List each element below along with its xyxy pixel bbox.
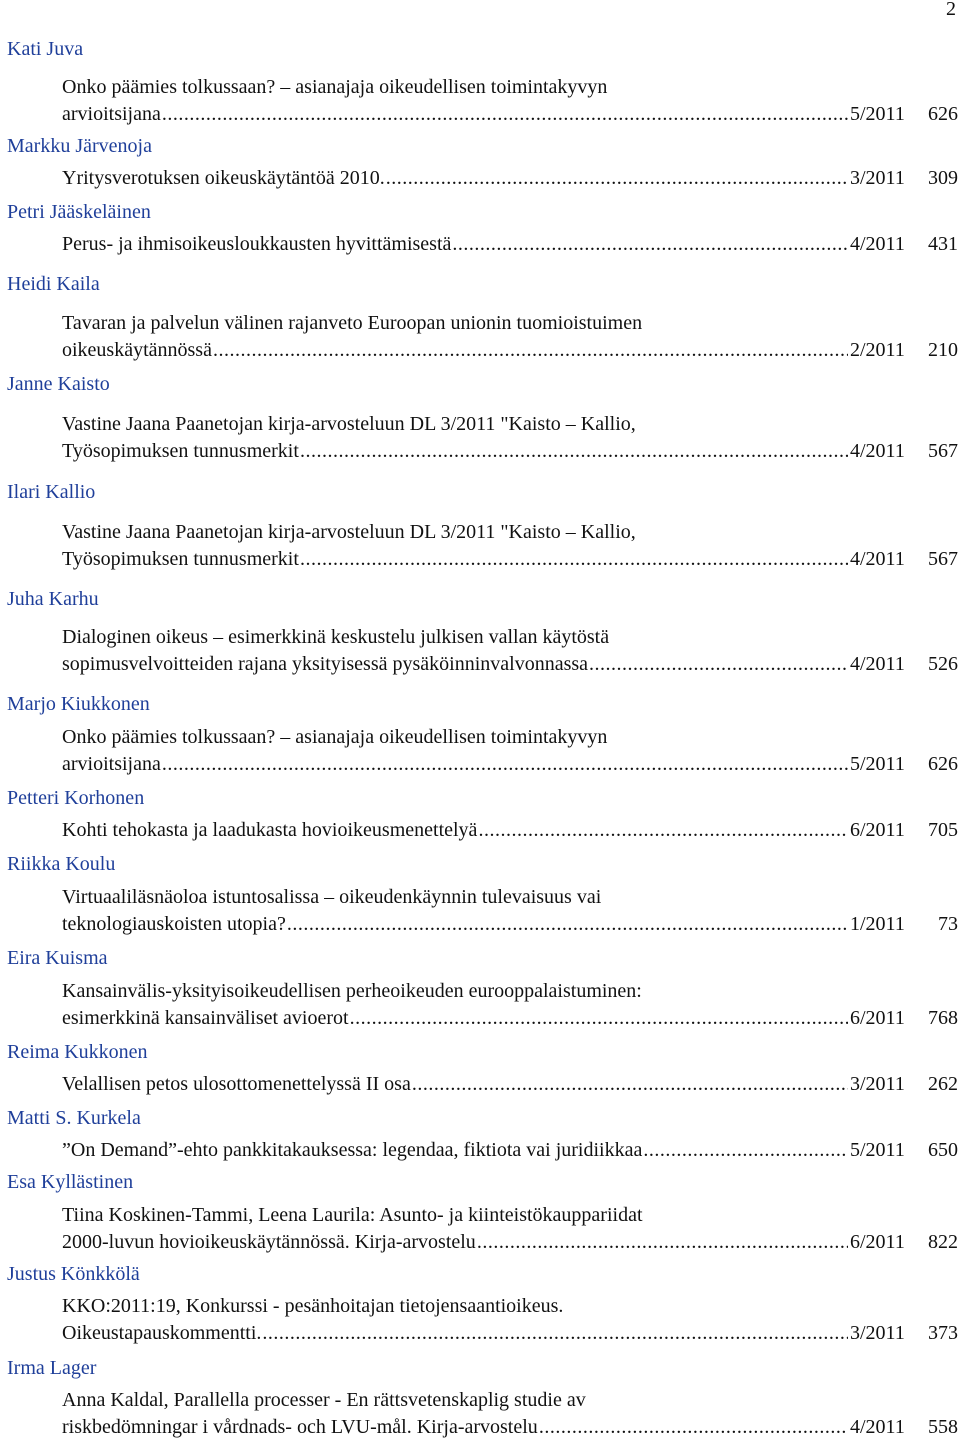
author-name: Marjo Kiukkonen bbox=[7, 693, 150, 715]
article-title-line: Anna Kaldal, Parallella processer - En rättsvetenskaplig studie av bbox=[62, 1389, 586, 1411]
dot-leader bbox=[300, 546, 848, 573]
article-citation-line bbox=[62, 101, 958, 128]
article-citation-line bbox=[62, 1414, 958, 1441]
issue-number: 4/2011 bbox=[850, 1416, 905, 1438]
article-title-end: Oikeustapauskommentti. bbox=[62, 1322, 262, 1344]
dot-leader bbox=[643, 1137, 848, 1164]
page-reference: 73 bbox=[938, 913, 958, 935]
issue-number: 1/2011 bbox=[850, 913, 905, 935]
article-entry bbox=[62, 978, 958, 1032]
article-title-end: Perus- ja ihmisoikeusloukkausten hyvittämisestä bbox=[62, 233, 452, 255]
page-reference: 822 bbox=[928, 1231, 958, 1253]
article-title-line: Virtuaaliläsnäoloa istuntosalissa – oikeudenkäynnin tulevaisuus vai bbox=[62, 886, 602, 908]
author-name: Ilari Kallio bbox=[7, 481, 96, 503]
article-entry bbox=[62, 624, 958, 678]
author-name: Petri Jääskeläinen bbox=[7, 201, 151, 223]
page-reference: 567 bbox=[928, 548, 958, 570]
article-title-end: Työsopimuksen tunnusmerkit bbox=[62, 548, 299, 570]
article-citation-line bbox=[62, 546, 958, 573]
dot-leader bbox=[350, 1005, 848, 1032]
issue-number: 6/2011 bbox=[850, 1007, 905, 1029]
article-title-end: sopimusvelvoitteiden rajana yksityisessä pysäköinninvalvonnassa bbox=[62, 653, 589, 675]
dot-leader bbox=[213, 337, 848, 364]
article-entry bbox=[62, 74, 958, 128]
dot-leader bbox=[386, 165, 848, 192]
page-reference: 431 bbox=[928, 233, 958, 255]
issue-number: 3/2011 bbox=[850, 1322, 905, 1344]
issue-number: 3/2011 bbox=[850, 167, 905, 189]
dot-leader bbox=[452, 231, 848, 258]
author-name: Eira Kuisma bbox=[7, 947, 108, 969]
article-title-end: esimerkkinä kansainväliset avioerot bbox=[62, 1007, 349, 1029]
author-name: Petteri Korhonen bbox=[7, 787, 145, 809]
article-title-line: Onko päämies tolkussaan? – asianajaja oikeudellisen toimintakyvyn bbox=[62, 726, 608, 748]
dot-leader bbox=[300, 438, 848, 465]
article-citation-line bbox=[62, 1071, 958, 1098]
article-title-end: 2000-luvun hovioikeuskäytännössä. Kirja-arvostelu bbox=[62, 1231, 476, 1253]
page-reference: 210 bbox=[928, 339, 958, 361]
issue-number: 4/2011 bbox=[850, 653, 905, 675]
author-name: Heidi Kaila bbox=[7, 273, 100, 295]
issue-number: 4/2011 bbox=[850, 233, 905, 255]
article-title-line: Tavaran ja palvelun välinen rajanveto Euroopan unionin tuomioistuimen bbox=[62, 312, 643, 334]
article-entry bbox=[62, 724, 958, 778]
article-entry bbox=[62, 231, 958, 258]
article-entry bbox=[62, 310, 958, 364]
article-title-line: Vastine Jaana Paanetojan kirja-arvosteluun DL 3/2011 "Kaisto – Kallio, bbox=[62, 521, 636, 543]
article-title-line: KKO:2011:19, Konkurssi - pesänhoitajan tietojensaantioikeus. bbox=[62, 1295, 564, 1317]
article-title-end: Työsopimuksen tunnusmerkit bbox=[62, 440, 299, 462]
issue-number: 6/2011 bbox=[850, 1231, 905, 1253]
author-name: Esa Kyllästinen bbox=[7, 1171, 134, 1193]
article-title-line: Dialoginen oikeus – esimerkkinä keskustelu julkisen vallan käytöstä bbox=[62, 626, 610, 648]
dot-leader bbox=[162, 101, 848, 128]
article-title-end: oikeuskäytännössä bbox=[62, 339, 212, 361]
page-reference: 558 bbox=[928, 1416, 958, 1438]
author-name: Markku Järvenoja bbox=[7, 135, 152, 157]
dot-leader bbox=[478, 817, 848, 844]
author-name: Riikka Koulu bbox=[7, 853, 116, 875]
author-name: Juha Karhu bbox=[7, 588, 99, 610]
dot-leader bbox=[287, 911, 848, 938]
page-reference: 526 bbox=[928, 653, 958, 675]
page-reference: 567 bbox=[928, 440, 958, 462]
article-title-line: Onko päämies tolkussaan? – asianajaja oikeudellisen toimintakyvyn bbox=[62, 76, 608, 98]
article-entry bbox=[62, 817, 958, 844]
article-title-end: ”On Demand”-ehto pankkitakauksessa: legendaa, fiktiota vai juridiikkaa bbox=[62, 1139, 643, 1161]
issue-number: 5/2011 bbox=[850, 1139, 905, 1161]
article-citation-line bbox=[62, 1320, 958, 1347]
page-reference: 626 bbox=[928, 103, 958, 125]
article-title-end: teknologiauskoisten utopia? bbox=[62, 913, 286, 935]
article-title-line: Kansainvälis-yksityisoikeudellisen perheoikeuden eurooppalaistuminen: bbox=[62, 980, 642, 1002]
page-reference: 373 bbox=[928, 1322, 958, 1344]
page-number: 2 bbox=[946, 0, 956, 20]
issue-number: 4/2011 bbox=[850, 440, 905, 462]
article-title-end: arvioitsijana bbox=[62, 103, 161, 125]
dot-leader bbox=[412, 1071, 848, 1098]
author-name: Janne Kaisto bbox=[7, 373, 110, 395]
article-entry bbox=[62, 884, 958, 938]
issue-number: 5/2011 bbox=[850, 753, 905, 775]
article-title-end: Velallisen petos ulosottomenettelyssä II osa bbox=[62, 1073, 411, 1095]
article-entry bbox=[62, 1071, 958, 1098]
article-citation-line bbox=[62, 911, 958, 938]
author-name: Matti S. Kurkela bbox=[7, 1107, 141, 1129]
article-entry bbox=[62, 1202, 958, 1256]
author-name: Reima Kukkonen bbox=[7, 1041, 148, 1063]
article-citation-line bbox=[62, 1137, 958, 1164]
page-reference: 262 bbox=[928, 1073, 958, 1095]
article-entry bbox=[62, 165, 958, 192]
article-entry bbox=[62, 1137, 958, 1164]
dot-leader bbox=[589, 651, 848, 678]
article-title-end: riskbedömningar i vårdnads- och LVU-mål. Kirja-arvostelu bbox=[62, 1416, 538, 1438]
author-name: Irma Lager bbox=[7, 1357, 97, 1379]
issue-number: 2/2011 bbox=[850, 339, 905, 361]
dot-leader bbox=[477, 1229, 848, 1256]
dot-leader bbox=[162, 751, 848, 778]
article-entry bbox=[62, 1293, 958, 1347]
page-reference: 768 bbox=[928, 1007, 958, 1029]
article-title-line: Vastine Jaana Paanetojan kirja-arvosteluun DL 3/2011 "Kaisto – Kallio, bbox=[62, 413, 636, 435]
article-citation-line bbox=[62, 651, 958, 678]
article-citation-line bbox=[62, 751, 958, 778]
article-title-end: Kohti tehokasta ja laadukasta hovioikeusmenettelyä bbox=[62, 819, 478, 841]
issue-number: 6/2011 bbox=[850, 819, 905, 841]
article-citation-line bbox=[62, 817, 958, 844]
article-title-end: Yritysverotuksen oikeuskäytäntöä 2010. bbox=[62, 167, 385, 189]
page-reference: 650 bbox=[928, 1139, 958, 1161]
author-name: Justus Könkkölä bbox=[7, 1263, 140, 1285]
article-title-end: arvioitsijana bbox=[62, 753, 161, 775]
article-citation-line bbox=[62, 337, 958, 364]
page-reference: 626 bbox=[928, 753, 958, 775]
issue-number: 3/2011 bbox=[850, 1073, 905, 1095]
issue-number: 5/2011 bbox=[850, 103, 905, 125]
article-entry bbox=[62, 411, 958, 465]
article-citation-line bbox=[62, 1005, 958, 1032]
article-entry bbox=[62, 519, 958, 573]
article-citation-line bbox=[62, 438, 958, 465]
page-reference: 705 bbox=[928, 819, 958, 841]
article-title-line: Tiina Koskinen-Tammi, Leena Laurila: Asunto- ja kiinteistökauppariidat bbox=[62, 1204, 643, 1226]
page-reference: 309 bbox=[928, 167, 958, 189]
article-citation-line bbox=[62, 231, 958, 258]
author-name: Kati Juva bbox=[7, 38, 84, 60]
dot-leader bbox=[262, 1320, 848, 1347]
article-entry bbox=[62, 1387, 958, 1441]
article-citation-line bbox=[62, 165, 958, 192]
article-citation-line bbox=[62, 1229, 958, 1256]
issue-number: 4/2011 bbox=[850, 548, 905, 570]
dot-leader bbox=[539, 1414, 848, 1441]
